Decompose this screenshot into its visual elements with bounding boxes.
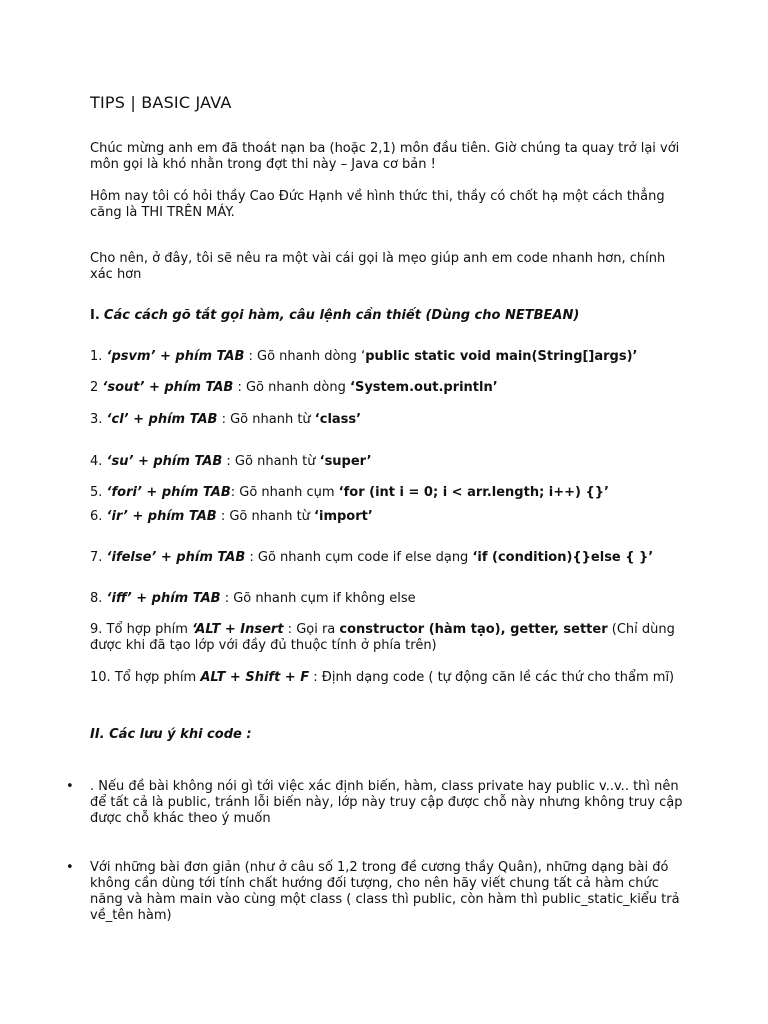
tip-2 — [90, 380, 690, 396]
tip-10 — [90, 670, 690, 686]
tip-shortcut: ALT + Shift + F — [200, 670, 310, 685]
tip-shortcut: ‘ir’ + phím TAB — [106, 509, 217, 524]
bullet-icon: • — [66, 860, 74, 875]
tip-3 — [90, 412, 690, 428]
tip-shortcut: ‘cl’ + phím TAB — [106, 412, 218, 427]
section-1-heading — [90, 308, 690, 324]
tip-result: constructor (hàm tạo), getter, setter — [339, 622, 608, 637]
intro-paragraph-1: Chúc mừng anh em đã thoát nạn ba (hoặc 2,1) môn đầu tiên. Giờ chúng ta quay trở lại với môn gọi là khó nhằn trong đợt thi này – Java cơ bản ! — [90, 141, 680, 172]
intro-paragraph-3: Cho nên, ở đây, tôi sẽ nêu ra một vài cái gọi là mẹo giúp anh em code nhanh hơn, chính xác hơn — [90, 251, 666, 282]
bullet-icon: • — [66, 779, 74, 794]
section-1-title: Các cách gõ tắt gọi hàm, câu lệnh cần thiết (Dùng cho NETBEAN) — [103, 308, 580, 323]
tip-description: : Gõ nhanh dòng ‘ — [244, 349, 366, 364]
tip-description: : Gõ nhanh từ — [216, 509, 315, 524]
tip-shortcut: ‘ifelse’ + phím TAB — [106, 550, 246, 565]
tip-4 — [90, 454, 690, 470]
tip-number: 5. — [90, 485, 103, 500]
tip-number: 4. — [90, 454, 103, 469]
tip-result: ‘for (int i = 0; i < arr.length; i++) {}’ — [338, 485, 609, 500]
tip-description: : Gõ nhanh dòng — [233, 380, 351, 395]
tip-lead: Tổ hợp phím — [110, 670, 201, 685]
tip-result: ‘import’ — [314, 509, 373, 524]
tip-description: : Gõ nhanh từ — [222, 454, 320, 469]
tip-8 — [90, 591, 690, 607]
tip-number: 7. — [90, 550, 103, 565]
tip-5 — [90, 485, 690, 501]
tip-6 — [90, 509, 690, 525]
intro-paragraph-2: Hôm nay tôi có hỏi thầy Cao Đức Hạnh về hình thức thi, thầy có chốt hạ một cách thẳng căng là THI TRÊN MÁY. — [90, 189, 665, 220]
tip-description: : Gõ nhanh cụm code if else dạng — [245, 550, 473, 565]
tip-shortcut: ‘psvm’ + phím TAB — [106, 349, 245, 364]
section-1-prefix: I. — [90, 308, 100, 323]
tip-number: 8. — [90, 591, 103, 606]
tip-result: ‘class’ — [314, 412, 362, 427]
tip-number: 3. — [90, 412, 103, 427]
tip-number: 10. — [90, 670, 111, 685]
tip-result: public static void main(String[]args)’ — [365, 349, 638, 364]
tip-1 — [90, 349, 690, 365]
tip-9 — [90, 622, 690, 654]
tip-description: : Định dạng code ( tự động căn lề các thứ cho thẩm mĩ) — [309, 670, 675, 685]
tip-number: 1. — [90, 349, 103, 364]
tip-description: : Gõ nhanh từ — [217, 412, 315, 427]
tip-shortcut: ‘fori’ + phím TAB — [106, 485, 231, 500]
tip-shortcut: ‘su’ + phím TAB — [106, 454, 223, 469]
tip-7 — [90, 550, 690, 566]
tip-shortcut: ‘ALT + Insert — [192, 622, 284, 637]
tip-shortcut: ‘iff’ + phím TAB — [106, 591, 221, 606]
doc-title: TIPS | BASIC JAVA — [90, 93, 232, 112]
tip-number: 6. — [90, 509, 103, 524]
tip-number: 9. — [90, 622, 103, 637]
tip-shortcut: ‘sout’ + phím TAB — [102, 380, 234, 395]
tip-lead: Tổ hợp phím — [102, 622, 193, 637]
note-1: . Nếu đề bài không nói gì tới việc xác định biến, hàm, class private hay public v..v.. thì nên để tất cả là public, tránh lỗi biến này, lớp này truy cập được chỗ này nhưng không truy cập được chỗ khác theo ý muốn — [90, 779, 683, 826]
note-2: Với những bài đơn giản (như ở câu số 1,2 trong đề cương thầy Quân), những dạng bài đó không cần dùng tới tính chất hướng đối tượng, cho nên hãy viết chung tất cả hàm chức năng và hàm main vào cùng một class ( class thì public, còn hàm thì public_static_kiểu trả về_tên hàm) — [90, 860, 680, 923]
tip-tail: (Chỉ dùng được khi đã tạo lớp với đầy đủ thuộc tính ở phía trên) — [90, 622, 675, 653]
section-2-heading: II. Các lưu ý khi code : — [90, 727, 252, 742]
tip-result: ‘super’ — [319, 454, 372, 469]
tip-description: : Gõ nhanh cụm if không else — [220, 591, 416, 606]
tip-result: ‘if (condition){}else { }’ — [472, 550, 654, 565]
tip-number: 2 — [90, 380, 99, 395]
tip-result: ‘System.out.println’ — [350, 380, 498, 395]
tip-description: : Gõ nhanh cụm — [230, 485, 339, 500]
tip-description: : Gọi ra — [283, 622, 340, 637]
